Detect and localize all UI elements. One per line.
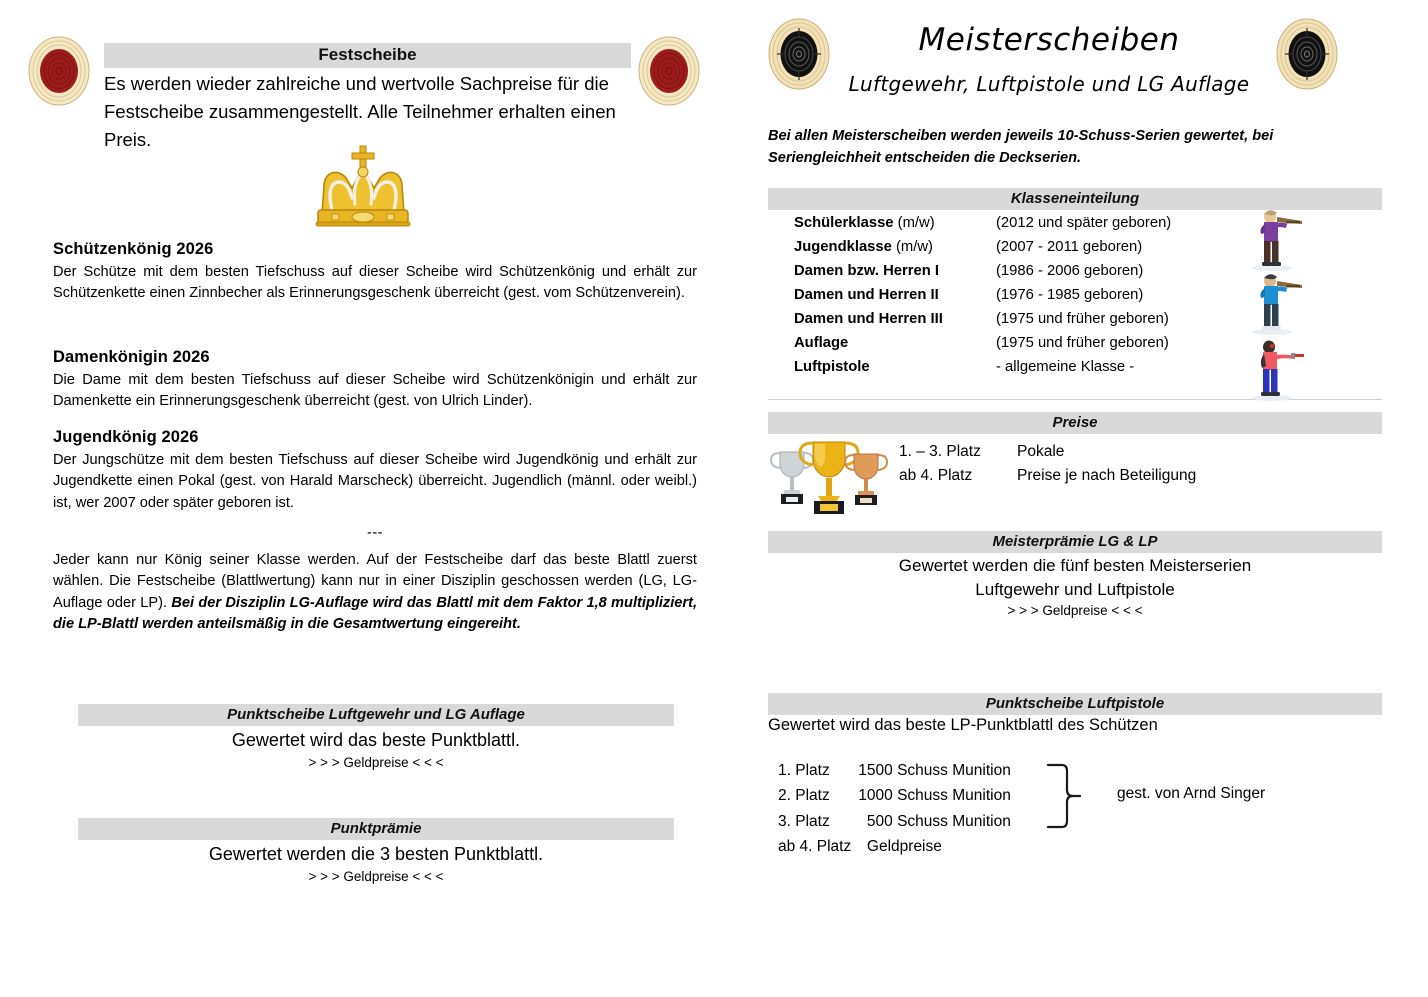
- klasseneinteilung-heading: Klasseneinteilung: [768, 188, 1382, 210]
- shooter-rifle-purple-icon: [1244, 208, 1310, 272]
- class-name: [768, 332, 996, 356]
- lp-place-row: [778, 834, 1011, 859]
- preise-prize: Pokale: [1017, 443, 1065, 460]
- lp-prize: 500 Schuss Munition: [854, 812, 1011, 830]
- lp-sponsor-note: gest. von Arnd Singer: [1117, 785, 1266, 802]
- class-name: [768, 284, 996, 308]
- punktscheibe-lg-geldpreise: > > > Geldpreise < < <: [308, 755, 444, 770]
- king-block-schuetzenkoenig: [53, 240, 697, 305]
- king-title: Damenkönigin 2026: [53, 348, 210, 366]
- punktscheibe-lg-line1: Gewertet wird das beste Punktblattl.: [231, 730, 521, 750]
- target-red-icon: [638, 36, 700, 106]
- class-name-suffix: (m/w): [893, 215, 935, 231]
- meisterscheiben-intro: Bei allen Meisterscheiben werden jeweils 10-Schuss-Serien gewertet, bei Seriengleichheit entscheiden die Deckserien.: [768, 128, 1274, 166]
- preise-place: 1. – 3. Platz: [899, 443, 981, 460]
- king-body: Der Schütze mit dem besten Tiefschuss auf dieser Scheibe wird Schützenkönig und erhält zur Schützenkette einen Zinnbecher als Erinnerungsgeschenk überreicht (gest. vom Schützenverein).: [53, 264, 697, 302]
- crown-icon: [306, 142, 424, 228]
- lp-place: ab 4. Platz: [778, 837, 852, 855]
- punktscheibe-lg-heading: Punktscheibe Luftgewehr und LG Auflage: [78, 704, 674, 726]
- lp-place-row: [778, 758, 1011, 783]
- shooter-figures-group: [1244, 208, 1318, 400]
- punktpraemie-heading: Punktprämie: [78, 818, 674, 840]
- king-block-damenkoenigin: [53, 348, 697, 413]
- class-years: (1986 - 2006 geboren): [996, 262, 1144, 279]
- preise-row: [899, 464, 1196, 488]
- lp-prize: 1500 Schuss Munition: [854, 762, 1011, 779]
- class-name-bold: Damen und Herren II: [794, 286, 939, 303]
- class-years: (2012 und später geboren): [996, 215, 1172, 231]
- preise-prize: Preise je nach Beteiligung: [1017, 467, 1197, 485]
- shooter-rifle-blue-icon: [1244, 272, 1310, 336]
- class-name: [768, 356, 996, 380]
- class-name: [768, 236, 996, 260]
- king-body: Der Jungschütze mit dem besten Tiefschuss auf dieser Scheibe wird Jugendkönig und erhält zur Jugendkette einen Pokal (gest. von Harald Marscheck) überreicht. Jugendlich (männl. oder weibl.) ist, wer 2007 oder später geboren ist.: [53, 452, 697, 511]
- lp-place-row: [778, 809, 1011, 834]
- meisterpraemie-line1: Gewertet werden die fünf besten Meisterserien: [898, 556, 1252, 575]
- festscheibe-heading: Festscheibe: [104, 43, 631, 68]
- class-name: [768, 212, 996, 236]
- class-name-bold: Auflage: [794, 334, 849, 351]
- lp-place: 2. Platz: [778, 787, 830, 805]
- section-separator: ---: [366, 525, 384, 541]
- class-name: [768, 308, 996, 332]
- preise-rows: [899, 440, 1196, 488]
- king-body: Die Dame mit dem besten Tiefschuss auf dieser Scheibe wird Schützenkönigin und erhält zur Damenkette ein Erinnerungsgeschenk überreicht (gest. von Ulrich Linder).: [53, 372, 697, 410]
- lp-prize: Geldpreise: [854, 837, 942, 855]
- class-name-bold: Jugendklasse: [794, 238, 892, 255]
- class-name-bold: Damen bzw. Herren I: [794, 262, 939, 279]
- class-years: (1975 und früher geboren): [996, 334, 1169, 351]
- closing-plain: Jeder kann nur König seiner Klasse werden. Auf der Festscheibe darf das beste Blattl zuerst wählen. Die Festscheibe (Blattlwertung) kann nur in einer Disziplin geschossen werden (LG, LG-Auflage oder LP).: [53, 552, 697, 611]
- preise-place: ab 4. Platz: [899, 467, 973, 485]
- curly-brace-icon: [1042, 762, 1082, 830]
- class-name: [768, 260, 996, 284]
- preise-heading: Preise: [768, 412, 1382, 434]
- meisterpraemie-line2: Luftgewehr und Luftpistole: [975, 580, 1175, 600]
- king-block-jugendkoenig: [53, 428, 697, 514]
- punktpraemie-geldpreise: > > > Geldpreise < < <: [308, 869, 444, 884]
- class-name-bold: Luftpistole: [794, 358, 870, 375]
- class-years: (1976 - 1985 geboren): [996, 286, 1144, 303]
- class-years: - allgemeine Klasse -: [996, 358, 1135, 375]
- festscheibe-intro-text: Es werden wieder zahlreiche und wertvolle Sachpreise für die Festscheibe zusammengestellt. Alle Teilnehmer erhalten einen Preis.: [104, 73, 616, 151]
- page-subtitle: Luftgewehr, Luftpistole und LG Auflage: [848, 72, 1250, 96]
- class-name-suffix: (m/w): [891, 238, 933, 255]
- lp-place: 3. Platz: [778, 812, 830, 830]
- punktpraemie-line1: Gewertet werden die 3 besten Punktblattl.: [208, 844, 544, 864]
- preise-row: [899, 440, 1196, 464]
- lp-prize: 1000 Schuss Munition: [854, 787, 1011, 805]
- class-years: (1975 und früher geboren): [996, 310, 1169, 327]
- class-name-bold: Damen und Herren III: [794, 310, 943, 327]
- king-title: Schützenkönig 2026: [53, 240, 214, 258]
- lp-place-row: [778, 783, 1011, 808]
- trophies-group: [764, 434, 896, 524]
- page-title: Meisterscheiben: [918, 22, 1180, 58]
- right-column: [714, 0, 1428, 997]
- lp-place: 1. Platz: [778, 762, 830, 779]
- punktscheibe-lp-body: Gewertet wird das beste LP-Punktblattl des Schützen: [768, 716, 1158, 734]
- punktscheibe-lp-heading: Punktscheibe Luftpistole: [768, 693, 1382, 715]
- meisterpraemie-heading: Meisterprämie LG & LP: [768, 531, 1382, 553]
- closing-emphasis: Bei der Disziplin LG-Auflage wird das Blattl mit dem Faktor 1,8 multipliziert, die LP-Blattl werden anteilsmäßig in die Gesamtwertung eingereiht.: [53, 594, 697, 632]
- festscheibe-closing-note: [53, 550, 697, 635]
- shooter-pistol-red-icon: [1244, 338, 1310, 402]
- class-years: (2007 - 2011 geboren): [996, 238, 1143, 255]
- punktscheibe-lp-places: [778, 758, 1011, 859]
- meisterpraemie-geldpreise: > > > Geldpreise < < <: [1007, 603, 1143, 618]
- trophy-silver-icon: [771, 452, 813, 504]
- king-title: Jugendkönig 2026: [53, 428, 199, 446]
- target-red-icon: [28, 36, 90, 106]
- meisterpraemie-body: [768, 554, 1382, 602]
- class-name-bold: Schülerklasse: [794, 215, 894, 231]
